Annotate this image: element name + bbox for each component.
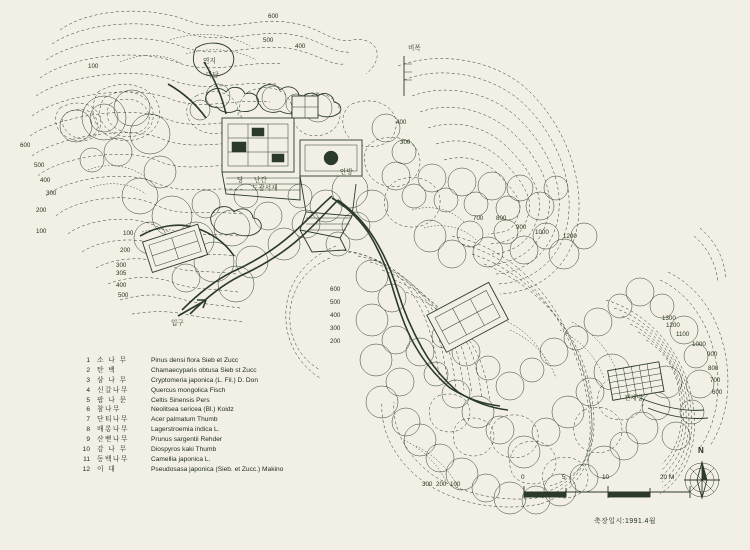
map-label: 400 [116, 282, 127, 289]
map-label: 600 [20, 142, 31, 149]
map-label: 비폭 [408, 45, 421, 52]
legend-scientific-name: Chamaecyparis obtusa Sieb st Zucc [151, 366, 257, 374]
legend-number: 9 [86, 436, 90, 444]
legend-scientific-name: Lagerstroemia indica L. [151, 426, 220, 434]
legend-korean-name: 팝 나 문 [97, 396, 128, 404]
map-label: 800 [496, 215, 507, 222]
compass-north-label: N [698, 446, 704, 455]
map-label: 400 [295, 43, 306, 50]
legend-number: 3 [86, 376, 90, 384]
legend-number: 8 [86, 426, 90, 434]
map-label: 당 [237, 177, 244, 184]
map-label: 300 [330, 325, 341, 332]
legend-korean-name: 산뻗나무 [97, 436, 129, 444]
map-label: 100 [450, 481, 461, 488]
legend-scientific-name: Pseudosasa japonica (Sieb. et Zucc.) Makino [151, 465, 284, 473]
map-label: 305 [116, 270, 127, 277]
map-label: 100 [88, 63, 99, 70]
legend-scientific-name: Prunus sargentii Rehder [151, 436, 223, 444]
map-label: 500 [34, 162, 45, 169]
scale-bar [524, 486, 690, 498]
map-label: 300 [400, 139, 411, 146]
map-label: 200 [36, 207, 47, 214]
legend-number: 1 [86, 357, 90, 364]
legend-korean-name: 신갈나무 [97, 386, 129, 394]
legend-scientific-name: Cryptomeria japonica (L. Fil.) D. Don [151, 376, 259, 384]
legend-number: 10 [82, 446, 90, 454]
map-label: 안방 [340, 169, 353, 176]
legend-scientific-name: Neolitsea sericea (Bl.) Koidz [151, 406, 234, 414]
legend-scientific-name: Acer palmatum Thumb [151, 416, 218, 424]
map-label: 600 [712, 389, 723, 396]
compass-rose [676, 446, 728, 502]
legend-scientific-name: Diospyros kaki Thumb [151, 446, 217, 454]
map-label: 마당 [206, 72, 219, 79]
map-label: 600 [268, 13, 279, 20]
map-label: 200 [120, 247, 131, 254]
legend-korean-name: 감 나 무 [97, 446, 128, 454]
map-label: 200 [330, 338, 341, 345]
map-label: 1200 [563, 233, 577, 240]
map-label: 400 [330, 312, 341, 319]
legend-number: 4 [86, 386, 90, 394]
legend-korean-name: 단티나무 [97, 416, 129, 424]
legend-number: 7 [86, 416, 90, 424]
map-label: 500 [263, 37, 274, 44]
legend-row [74, 467, 283, 477]
map-label: 100 [36, 228, 47, 235]
map-label: 900 [707, 351, 718, 358]
map-label: 300 [46, 190, 57, 197]
map-label: 1000 [535, 229, 549, 236]
legend [74, 358, 283, 477]
legend-scientific-name: Quercus mongolica Fisch [151, 386, 226, 394]
map-label: 입구 [171, 320, 184, 327]
legend-korean-name: 소 나 무 [97, 357, 128, 364]
legend-korean-name: 탄 백 [97, 366, 117, 374]
map-label: 300 [116, 262, 127, 269]
map-label: 1300 [662, 315, 676, 322]
legend-number: 6 [86, 406, 90, 414]
map-label: 800 [708, 365, 719, 372]
map-label: 1100 [676, 331, 690, 338]
map-label: 100 [123, 230, 134, 237]
map-label: 700 [710, 377, 721, 384]
legend-korean-name: 배롱나무 [97, 426, 129, 434]
legend-table [74, 358, 283, 477]
map-label: 1000 [692, 341, 706, 348]
scale-tick-20m: 20 M [660, 474, 675, 481]
map-label: 400 [40, 177, 51, 184]
map-label: 400 [396, 119, 407, 126]
map-label: 연지 [203, 58, 216, 65]
legend-korean-name: 이 대 [97, 465, 117, 473]
map-label: 난간 [254, 177, 267, 184]
legend-korean-name: 동백나무 [97, 455, 129, 463]
entrance-arrow [178, 300, 206, 316]
map-label: 전재방 [624, 395, 644, 402]
legend-number: 5 [86, 396, 90, 404]
legend-korean-name: 참나무 [97, 406, 121, 414]
legend-number: 12 [82, 465, 90, 473]
legend-scientific-name: Pinus densi flora Sieb et Zucc [151, 357, 239, 364]
legend-korean-name: 삼 나 무 [97, 376, 128, 384]
map-label: 600 [330, 286, 341, 293]
scale-tick-10: 10 [602, 474, 610, 481]
scale-tick-5: 5 [562, 474, 566, 481]
survey-date: 축장일시:1991.4월 [594, 518, 656, 525]
map-label: 900 [516, 224, 527, 231]
legend-scientific-name: Camellia japonica L. [151, 455, 211, 463]
map-label: 1200 [666, 322, 680, 329]
map-label: 500 [330, 299, 341, 306]
legend-number: 11 [83, 455, 90, 463]
scale-tick-0: 0 [521, 474, 525, 481]
legend-number: 2 [86, 366, 90, 374]
map-label: 도광서재 [252, 185, 278, 192]
map-label: 200 [436, 481, 447, 488]
map-label: 300 [422, 481, 433, 488]
legend-scientific-name: Celtis Sinensis Pers [151, 396, 210, 404]
map-label: 700 [473, 215, 484, 222]
map-label: 500 [118, 292, 129, 299]
